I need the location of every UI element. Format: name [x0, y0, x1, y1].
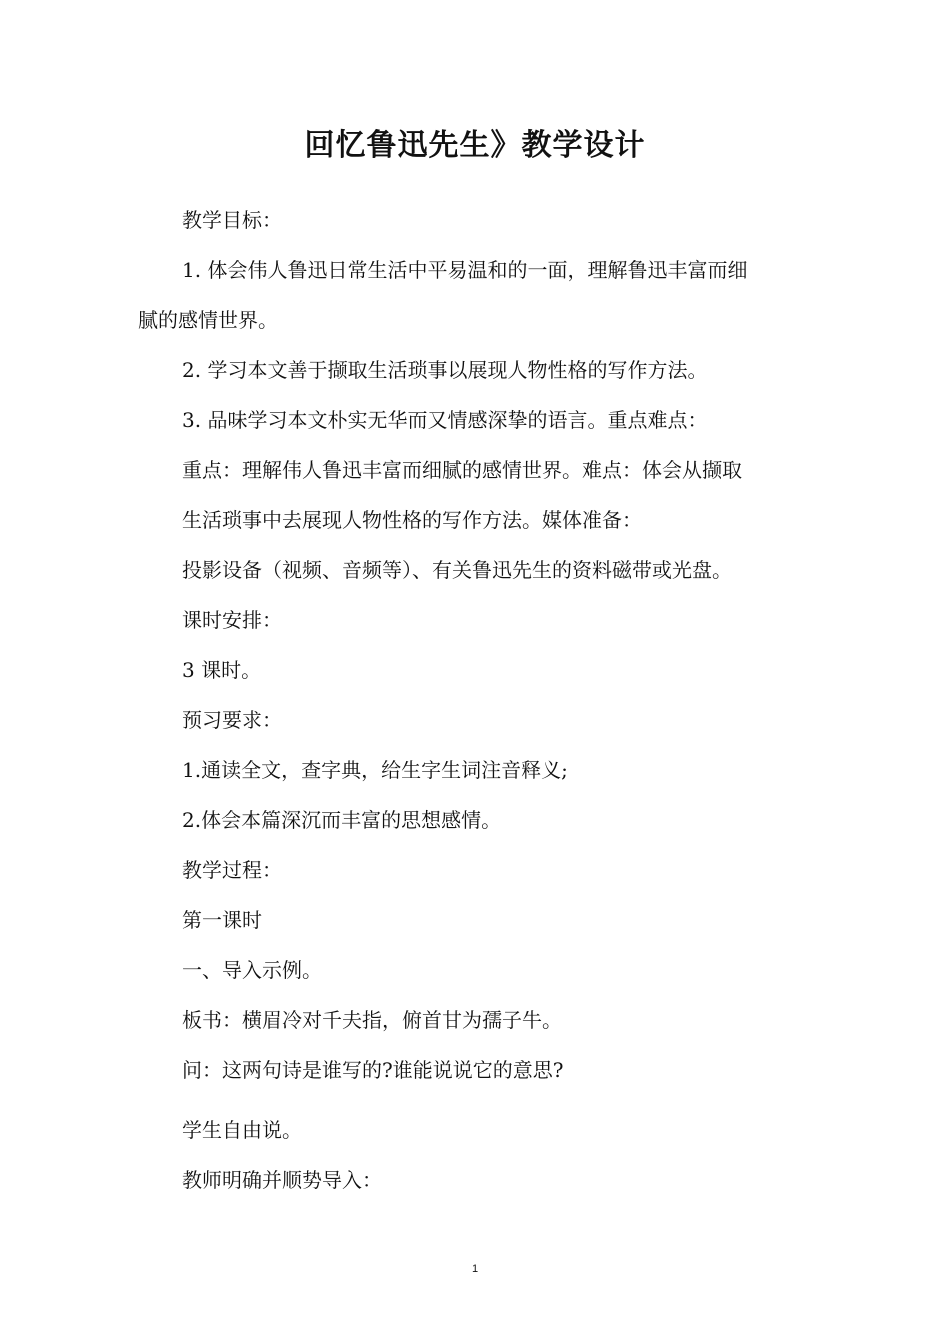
paragraph-schedule-heading: 课时安排： [182, 608, 282, 632]
paragraph-goal-3: 3. 品味学习本文朴实无华而又情感深挚的语言。重点难点： [182, 408, 708, 432]
page-number: 1 [471, 1263, 479, 1275]
paragraph-schedule: 3 课时。 [182, 658, 262, 682]
paragraph-key-points-continued: 生活琐事中去展现人物性格的写作方法。媒体准备： [182, 508, 642, 532]
paragraph-goal-1: 1. 体会伟人鲁迅日常生活中平易温和的一面，理解鲁迅丰富而细 [182, 258, 748, 282]
paragraph-goal-1-continued: 腻的感情世界。 [138, 308, 278, 332]
paragraph-media: 投影设备（视频、音频等）、有关鲁迅先生的资料磁带或光盘。 [182, 558, 732, 582]
paragraph-first-lesson: 第一课时 [182, 908, 262, 932]
paragraph-teacher-intro: 教师明确并顺势导入： [182, 1168, 382, 1192]
paragraph-preview-heading: 预习要求： [182, 708, 282, 732]
paragraph-teaching-goals-heading: 教学目标： [182, 208, 282, 232]
paragraph-intro: 一、导入示例。 [182, 958, 322, 982]
paragraph-process-heading: 教学过程： [182, 858, 282, 882]
paragraph-student-answer: 学生自由说。 [182, 1118, 302, 1142]
paragraph-preview-2: 2.体会本篇深沉而丰富的思想感情。 [182, 808, 502, 832]
paragraph-preview-1: 1.通读全文，查字典，给生字生词注音释义; [182, 758, 568, 782]
paragraph-goal-2: 2. 学习本文善于撷取生活琐事以展现人物性格的写作方法。 [182, 358, 708, 382]
paragraph-blackboard: 板书：横眉冷对千夫指，俯首甘为孺子牛。 [182, 1008, 562, 1032]
paragraph-key-points: 重点：理解伟人鲁迅丰富而细腻的感情世界。难点：体会从撷取 [182, 458, 742, 482]
document-title: 回忆鲁迅先生》教学设计 [304, 128, 646, 163]
paragraph-question: 问：这两句诗是谁写的?谁能说说它的意思? [182, 1058, 564, 1082]
